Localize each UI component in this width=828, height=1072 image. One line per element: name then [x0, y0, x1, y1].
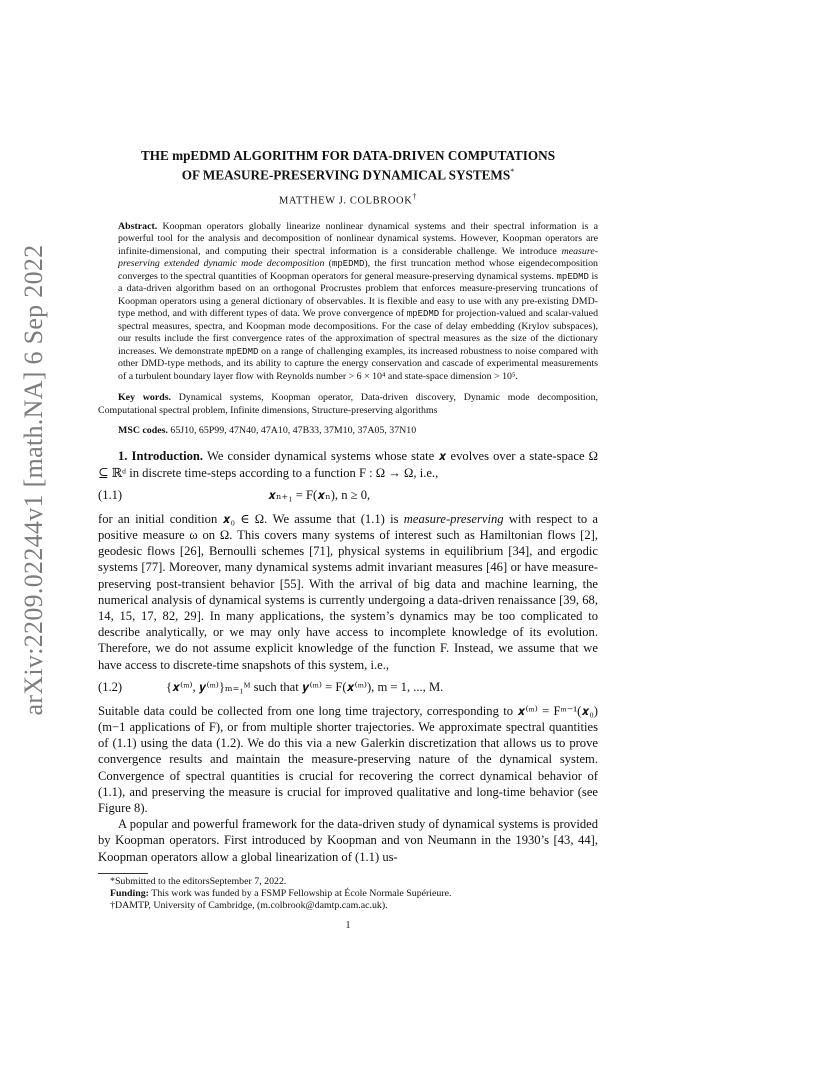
- intro-paragraph-2: [98, 511, 598, 673]
- msc-label: MSC codes.: [118, 425, 168, 437]
- keywords-label: Key words.: [118, 392, 172, 404]
- author-name: MATTHEW J. COLBROOK: [278, 195, 413, 207]
- paper-page: [98, 148, 598, 931]
- footnote-submitted: *Submitted to the editorsSeptember 7, 2022.: [110, 875, 287, 887]
- arxiv-identifier: arXiv:2209.02244v1 [math.NA] 6 Sep 2022: [19, 244, 48, 716]
- arxiv-stamp: [14, 244, 54, 716]
- intro-text-2a: for an initial condition 𝒙₀ ∈ Ω. We assume that (1.1) is: [98, 511, 399, 526]
- abstract-text-1: Koopman operators globally linearize nonlinear dynamical systems and their spectral information is a powerful tool for the analysis and decomposition of nonlinear dynamical systems. However, Koopman operators are infinite-dimensional, and computing their spectral information is a considerable challenge. We introduce: [118, 220, 599, 257]
- funding-label: Funding:: [110, 888, 149, 900]
- equation-body: 𝒙ₙ₊₁ = F(𝒙ₙ), n ≥ 0,: [268, 487, 371, 502]
- intro-paragraph-1: [98, 448, 598, 480]
- intro-paragraph-4: A popular and powerful framework for the data-driven study of dynamical systems is provided by Koopman operators. First introduced by Koopman and von Neumann in the 1930’s [43, 44], Koopman operators allow a global linearization of (1.1) us-: [98, 817, 598, 864]
- section-introduction: [98, 448, 598, 864]
- abstract-method-name: measure-preserving extended dynamic mode decomposition: [118, 245, 598, 270]
- abstract-code-4: mpEDMD: [225, 346, 259, 357]
- keywords-text: Dynamical systems, Koopman operator, Data-driven discovery, Dynamic mode decomposition, Computational spectral problem, Infinite dimensions, Structure-preserving algorithms: [98, 392, 599, 416]
- section-heading: 1. Introduction.: [118, 449, 204, 464]
- page-number: 1: [345, 920, 351, 932]
- intro-emphasis: measure-preserving: [403, 511, 504, 526]
- msc-text: 65J10, 65P99, 47N40, 47A10, 47B33, 37M10, 37A05, 37N10: [170, 425, 417, 437]
- abstract-code-3: mpEDMD: [406, 309, 440, 320]
- footnotes: [98, 876, 598, 913]
- abstract-text-5: on a range of challenging examples, its increased robustness to noise compared with other DMD-type methods, and its ability to capture the energy conservation and cascade of experimental measurements of a turbulent boundary layer flow with Reynolds number > 6 × 10⁴ and state-space dimension > 10⁵.: [118, 345, 599, 382]
- abstract-label: Abstract.: [118, 220, 158, 232]
- equation-1-1: [98, 483, 598, 507]
- intro-text-2b: with respect to a positive measure ω on Ω. This covers many systems of interest such as Hamiltonian flows [2], geodesic flows [26], Bernoulli schemes [71], physical systems in equilibrium [34], and ergodic systems [77]. Moreover, many dynamical systems admit invariant measures [46] or have measure-preserving post-transient behavior [55]. With the arrival of big data and machine learning, the numerical analysis of dynamical systems is currently undergoing a data-driven renaissance [39, 68, 14, 15, 17, 82, 29]. In many applications, the system’s dynamics may be too complicated to describe analytically, or we may only have access to incomplete knowledge of its evolution. Therefore, we do not assume explicit knowledge of the function F. Instead, we assume that we have access to discrete-time snapshots of this system, i.e.,: [98, 511, 598, 672]
- equation-label: (1.2): [98, 679, 123, 694]
- paper-title: [98, 148, 598, 183]
- equation-body: {𝒙⁽ᵐ⁾, 𝒚⁽ᵐ⁾}ₘ₌₁ᴹ such that 𝒚⁽ᵐ⁾ = F(𝒙⁽ᵐ⁾), m = 1, ..., M.: [166, 679, 444, 694]
- footnote-divider: [98, 873, 148, 874]
- abstract-code-2: mpEDMD: [556, 271, 589, 282]
- abstract-text-3: is a data-driven algorithm based on an orthogonal Procrustes problem that enforces measure-preserving truncations of Koopman operators using a general dictionary of observables. It is flexible and easy to use with any pre-existing DMD-type method, and with different types of data. We prove convergence of: [118, 270, 599, 320]
- footnote-funding: [98, 888, 598, 900]
- msc-codes: [98, 425, 598, 436]
- intro-text-1: We consider dynamical systems whose state 𝒙 evolves over a state-space Ω ⊆ ℝᵈ in discrete time-steps according to a function F : Ω → Ω, i.e.,: [98, 449, 599, 480]
- abstract-text-4: for projection-valued and scalar-valued spectral measures, spectra, and Koopman mode decompositions. For the case of delay embedding (Krylov subspaces), our results include the first convergence rates of the approximation of spectral measures as the size of the dictionary increases. We demonstrate: [118, 308, 599, 357]
- equation-label: (1.1): [98, 487, 123, 502]
- abstract-code-1: mpEDMD: [331, 259, 365, 270]
- equation-1-2: [98, 675, 598, 699]
- author-line: [98, 192, 598, 207]
- abstract-text-2: ), the first truncation method whose eigendecomposition converges to the spectral quantities of Koopman operators for general measure-preserving dynamical systems.: [118, 258, 598, 282]
- author-footnote-mark: †: [412, 192, 418, 202]
- abstract: [98, 221, 598, 384]
- abstract-paren: (: [328, 258, 332, 270]
- funding-text: This work was funded by a FSMP Fellowship at École Normale Supérieure.: [151, 888, 452, 900]
- keywords: [98, 392, 598, 417]
- title-line-2: OF MEASURE-PRESERVING DYNAMICAL SYSTEMS: [181, 167, 511, 183]
- title-line-1: THE mpEDMD ALGORITHM FOR DATA-DRIVEN COMPUTATIONS: [140, 148, 556, 163]
- title-footnote-mark: *: [510, 167, 515, 176]
- intro-paragraph-3: Suitable data could be collected from one long time trajectory, corresponding to 𝒙⁽ᵐ⁾ = Fᵐ⁻¹(𝒙₀) (m−1 applications of F), or from multiple shorter trajectories. We approximate spectral quantities of (1.1) using the data (1.2). We do this via a new Galerkin discretization that allows us to prove convergence results and maintain the measure-preserving nature of the dynamical system. Convergence of spectral quantities is crucial for recovering the correct dynamical behavior of (1.1), and preserving the measure is crucial for improved qualitative and long-time behavior (see Figure 8).: [98, 703, 598, 816]
- footnote-affiliation: †DAMTP, University of Cambridge, (m.colbrook@damtp.cam.ac.uk).: [110, 900, 388, 912]
